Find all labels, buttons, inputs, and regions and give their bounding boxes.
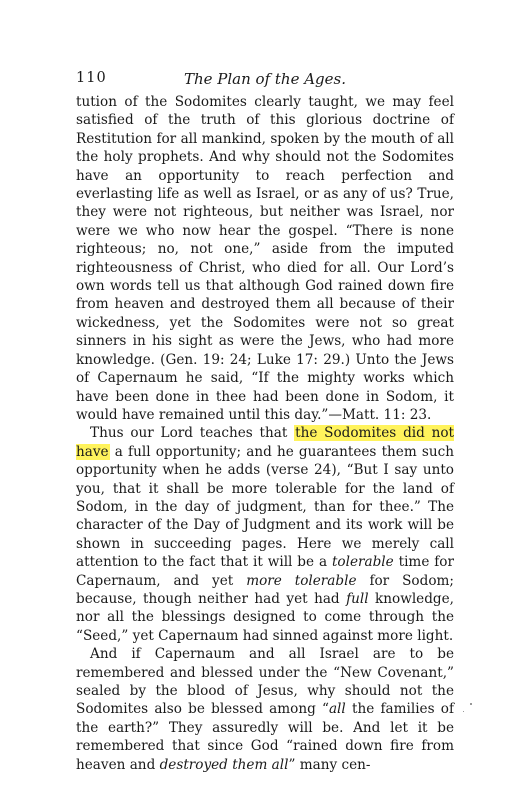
paragraph xyxy=(76,424,454,645)
text-run: And if Capernaum and all Israel are to be remembered and blessed under the “New Covenant,” sealed by the blood of Jesus, why should not the Sodomites also be blessed among “ xyxy=(76,646,454,718)
body-text xyxy=(76,93,454,774)
text-run: tution of the Sodomites clearly taught, we may feel satisfied of the truth of this glorious doctrine of Restitution for all mankind, spoken by the mouth of all the holy prophets. And why should not the Sodomites have an opportunity to reach perfection and everlasting life as well as Israel, or as any of us? True, they were not righteous, but neither was Israel, nor were we who now hear the gospel. “There is none righteous; no, not one,” aside from the imputed righteousness of Christ, who died for all. Our Lord’s own words tell us that although God rained down fire from heaven and destroyed them all because of their wickedness, yet the Sodomites were not so great sinners in his sight as were the Jews, who had more knowledge. (Gen. 19: 24; Luke 17: 29.) Unto the Jews of Capernaum he said, “If the mighty works which have been done in thee had been done in Sodom, it would have remained until this day.”—Matt. 11: 23. xyxy=(76,94,454,423)
page-number: 110 xyxy=(76,70,107,86)
text-run: ” many cen- xyxy=(288,756,371,773)
paper-speck xyxy=(470,703,472,705)
italic-emphasis: tolerable xyxy=(331,554,394,571)
text-run: for Sodom; because, though neither had yet had xyxy=(76,572,454,607)
italic-emphasis: all xyxy=(328,701,346,718)
text-run: a full opportunity; and he guarantees them such opportunity when he adds (verse 24), “But I say unto you, that it shall be more tolerable for the land of Sodom, in the day of judgment, than for thee.” The character of the Day of Judgment and its work will be shown in succeeding pages. Here we merely call attention to the fact that it will be a xyxy=(76,443,454,571)
text-run: knowledge, nor all the blessings designed to come through the “Seed,” yet Capernaum had sinned against more light. xyxy=(76,590,455,644)
text-run: the families of the earth?” They assuredly will be. And let it be remembered that since God “rained down fire from heaven and xyxy=(76,701,454,773)
italic-emphasis: more tolerable xyxy=(246,572,357,589)
text-run: time for Capernaum, and yet xyxy=(76,554,454,589)
paper-speck xyxy=(463,711,464,712)
italic-emphasis: full xyxy=(346,590,369,607)
running-title: The Plan of the Ages. xyxy=(183,70,347,88)
paragraph xyxy=(76,93,454,424)
text-run: Thus our Lord teaches that xyxy=(90,425,295,442)
paragraph xyxy=(76,645,454,774)
page-header xyxy=(76,70,454,90)
highlighted-text: the Sodomites did not have xyxy=(76,425,455,460)
italic-emphasis: destroyed them all xyxy=(159,756,289,773)
